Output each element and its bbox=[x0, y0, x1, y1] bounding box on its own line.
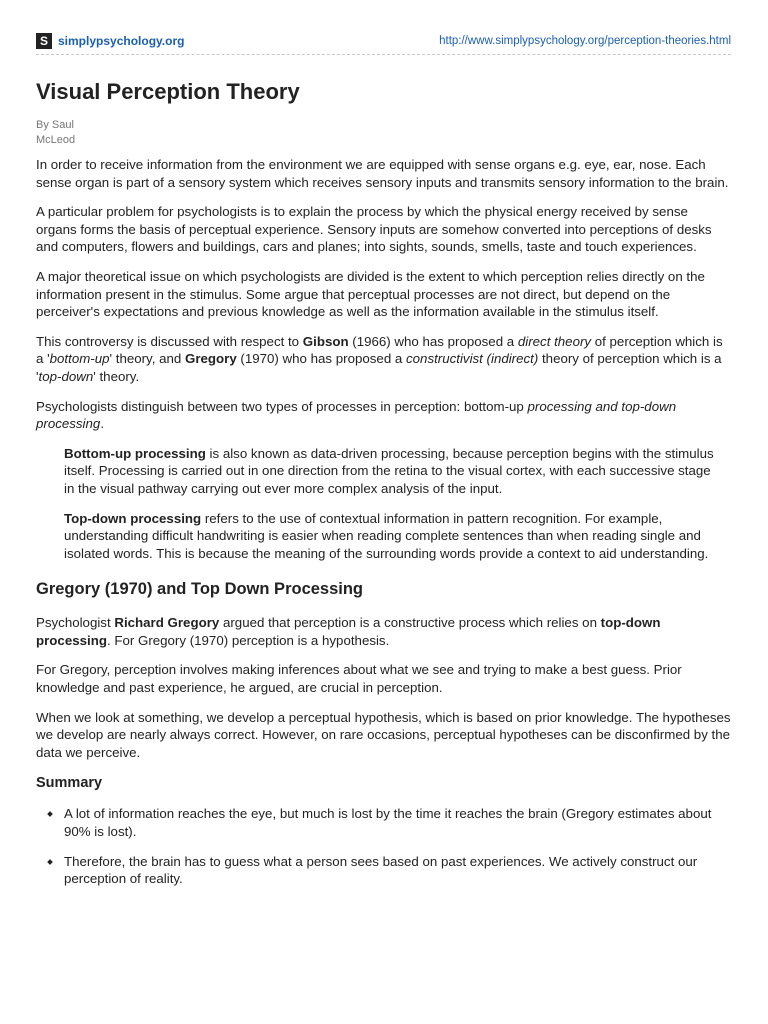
top-down-processing-term: Top-down processing bbox=[64, 510, 202, 526]
paragraph-gregory-inference: For Gregory, perception involves making inferences about what we see and trying to make a best guess. Prior knowledge and past experience, he argued, are crucial in perception. bbox=[36, 662, 682, 696]
paragraph-gregory-hypothesis: When we look at something, we develop a perceptual hypothesis, which is based on prior knowledge. The hypotheses we develop are nearly always correct. However, on rare occasions, perceptual hypotheses can be disconfirmed by the data we perceive. bbox=[36, 709, 731, 760]
bottom-up-term: bottom-up bbox=[49, 351, 110, 367]
paragraph-intro: In order to receive information from the environment we are equipped with sense organs e.g. eye, ear, nose. Each sense organ is part of a sensory system which receives sensory inputs and transmits sensory information to the brain. bbox=[36, 157, 729, 190]
text: Psychologists distinguish between two types of processes in perception: bottom-up bbox=[36, 398, 528, 414]
paragraph-controversy bbox=[36, 333, 732, 386]
top-down-processing-term: top-down processing bbox=[36, 615, 661, 648]
text: of perception which is a ' bbox=[36, 333, 723, 367]
text: theory of perception which is a ' bbox=[36, 351, 722, 384]
byline-line-1: By Saul bbox=[36, 119, 74, 131]
section-heading-gregory: Gregory (1970) and Top Down Processing bbox=[36, 580, 364, 599]
article bbox=[36, 76, 732, 900]
site-name-link[interactable]: simplypsychology.org bbox=[58, 34, 185, 48]
header-divider bbox=[36, 54, 731, 55]
site-logo-icon: S bbox=[36, 33, 52, 49]
list-item bbox=[36, 853, 732, 888]
text: This controversy is discussed with respect to bbox=[36, 333, 303, 349]
gregory-term: Gregory bbox=[185, 351, 237, 367]
paragraph-problem: A particular problem for psychologists is to explain the process by which the physical energy received by sense organs forms the basis of perceptual experience. Sensory inputs are somehow converted into perceptions of desks and computers, flowers and buildings, cars and planes; into sights, sounds, smells, taste and touch experiences. bbox=[36, 204, 712, 255]
byline bbox=[36, 118, 96, 148]
paragraph-distinguish bbox=[36, 398, 732, 433]
text: refers to the use of contextual information in pattern recognition. For example, understanding difficult handwriting is easier when reading complete sentences than when reading single and isolated words. This is because the meaning of the surrounding words provide a context to aid understanding. bbox=[64, 510, 709, 561]
text: (1966) who has proposed a bbox=[348, 333, 518, 349]
list-item bbox=[36, 805, 732, 840]
bullet-icon bbox=[47, 812, 53, 818]
text: . bbox=[100, 416, 105, 432]
text: . For Gregory (1970) perception is a hypothesis. bbox=[106, 632, 390, 648]
text: ' theory. bbox=[93, 368, 140, 384]
text: is also known as data-driven processing, because perception begins with the stimulus itself. Processing is carried out in one direction from the retina to the visual cortex, with each successive stage in the visual pathway carrying out ever more complex analysis of the input. bbox=[64, 445, 714, 496]
text: argued that perception is a constructive process which relies on bbox=[219, 615, 601, 631]
list-item-text: Therefore, the brain has to guess what a person sees based on past experiences. We actively construct our perception of reality. bbox=[64, 853, 698, 887]
summary-heading: Summary bbox=[36, 775, 103, 792]
byline-line-2: McLeod bbox=[36, 134, 76, 146]
text: (1970) who has proposed a bbox=[236, 351, 407, 367]
paragraph-issue: A major theoretical issue on which psychologists are divided is the extent to which perception relies directly on the information present in the stimulus. Some argue that perceptual processes are not direct, but depend on the perceiver's expectations and previous knowledge as well as the information available in the stimulus itself. bbox=[36, 268, 705, 320]
text: Psychologist bbox=[36, 615, 115, 631]
paragraph-bottom-up bbox=[64, 445, 724, 498]
summary-list bbox=[36, 805, 732, 887]
paragraph-top-down bbox=[64, 510, 724, 563]
page-header bbox=[36, 32, 731, 50]
direct-theory-term: direct theory bbox=[517, 333, 592, 349]
richard-gregory-term: Richard Gregory bbox=[114, 615, 220, 631]
constructivist-term: constructivist (indirect) bbox=[406, 351, 539, 367]
top-down-term: top-down bbox=[38, 368, 94, 384]
bottom-up-processing-term: Bottom-up processing bbox=[64, 445, 206, 461]
page-title: Visual Perception Theory bbox=[36, 79, 300, 104]
processing-types-term: processing and top-down processing bbox=[36, 398, 677, 432]
bullet-icon bbox=[47, 859, 53, 865]
gibson-term: Gibson bbox=[302, 333, 349, 349]
list-item-text: A lot of information reaches the eye, but much is lost by the time it reaches the brain (Gregory estimates about 90% is lost). bbox=[64, 806, 712, 840]
text: ' theory, and bbox=[109, 351, 185, 367]
paragraph-gregory-intro bbox=[36, 614, 732, 649]
page-url-link[interactable]: http://www.simplypsychology.org/perception-theories.html bbox=[439, 35, 731, 47]
